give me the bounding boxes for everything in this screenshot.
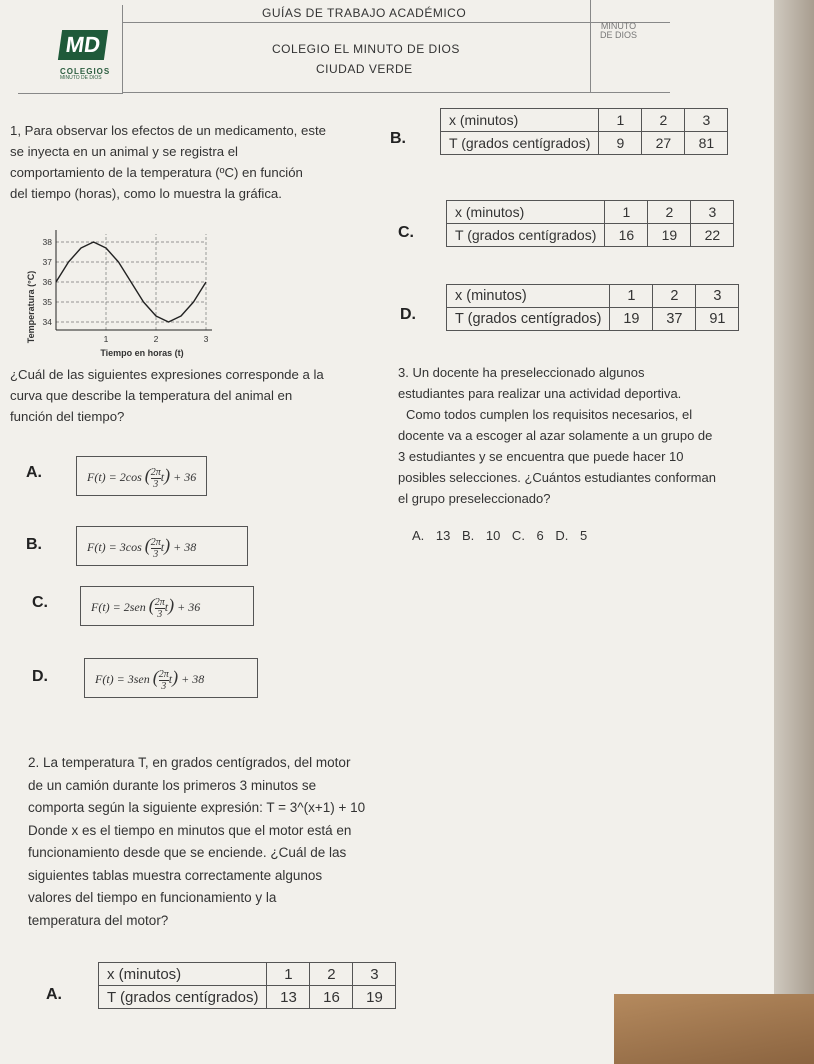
- table-x-label: x (minutos): [447, 201, 605, 224]
- q1-option-b-formula[interactable]: F(t) = 3cos ( $\frac{2\pi}{3}$ t) + 38: [76, 526, 248, 566]
- q1-question: [10, 364, 324, 427]
- table-t-label: T (grados centígrados): [447, 308, 610, 331]
- table-cell: 1: [267, 963, 310, 986]
- table-cell: 27: [642, 132, 685, 155]
- header-vertical-line: [590, 0, 591, 92]
- fraction-denominator: 3: [157, 608, 163, 620]
- table-row: [441, 109, 728, 132]
- table-cell: 13: [267, 986, 310, 1009]
- formula-constant: + 38: [173, 540, 197, 554]
- table-row: [447, 224, 734, 247]
- table-x-label: x (minutos): [447, 285, 610, 308]
- formula-text: F(t) = 3cos: [87, 540, 142, 554]
- x-tick-label: 1: [103, 334, 109, 344]
- q2-option-b-letter[interactable]: B.: [390, 130, 406, 147]
- chart-xlabel: Tiempo en horas (t): [100, 348, 184, 358]
- q2-option-c-table[interactable]: [446, 200, 734, 247]
- chart-ylabel: Temperatura (°C): [26, 270, 36, 344]
- table-cell: 91: [696, 308, 739, 331]
- q2-line: comporta según la siguiente expresión: T = 3^(x+1) + 10: [28, 800, 366, 815]
- table-cell: 3: [353, 963, 396, 986]
- fraction-numerator: 2π: [158, 668, 169, 680]
- page-shadow: [774, 0, 814, 1064]
- logo-box: [18, 5, 123, 94]
- q2-line: de un camión durante los primeros 3 minutos se: [28, 777, 317, 793]
- table-cell: 9: [599, 132, 642, 155]
- q3-line: docente va a escoger al azar solamente a un grupo de: [398, 428, 713, 443]
- q3-line: 3 estudiantes y se encuentra que puede hacer 10: [398, 449, 684, 464]
- header-top-title: GUÍAS DE TRABAJO ACADÉMICO: [262, 6, 467, 20]
- table-cell: 19: [648, 224, 691, 247]
- q1-option-a-formula[interactable]: F(t) = 2cos ( $\frac{2\pi}{3}$ t) + 36: [76, 456, 207, 496]
- formula-constant: + 38: [181, 672, 205, 686]
- table-cell: 2: [310, 963, 353, 986]
- header-city: CIUDAD VERDE: [316, 62, 413, 76]
- formula-constant: + 36: [177, 600, 201, 614]
- formula-text: F(t) = 3sen: [95, 672, 150, 686]
- temperature-chart: [14, 222, 224, 362]
- table-cell: 3: [696, 285, 739, 308]
- q3-answer-options[interactable]: A. 13 B. 10 C. 6 D. 5: [412, 528, 588, 543]
- y-tick-label: 35: [42, 297, 52, 307]
- fraction-denominator: 3: [161, 680, 167, 692]
- fraction-numerator: 2π: [150, 536, 161, 548]
- q2-line: 2. La temperatura T, en grados centígrados, del motor: [28, 755, 351, 770]
- table-cell: 37: [653, 308, 696, 331]
- table-cell: 22: [691, 224, 734, 247]
- q2-option-d-table[interactable]: [446, 284, 739, 331]
- q1-stem-line: 1, Para observar los efectos de un medicamento, este: [10, 123, 326, 138]
- q1-option-c-formula[interactable]: F(t) = 2sen ( $\frac{2\pi}{3}$ t) + 36: [80, 586, 254, 626]
- q2-line: valores del tiempo en funcionamiento y la: [28, 890, 277, 905]
- fraction-denominator: 3: [153, 548, 159, 560]
- chart-axes: [56, 230, 212, 330]
- formula-text: F(t) = 2cos: [87, 470, 142, 484]
- y-tick-label: 38: [42, 237, 52, 247]
- school-logo: MD: [58, 30, 108, 60]
- formula-text: F(t) = 2sen: [91, 600, 146, 614]
- q3-line: Como todos cumplen los requisitos necesarios, el: [406, 407, 693, 422]
- y-tick-label: 36: [42, 277, 52, 287]
- q2-option-d-letter[interactable]: D.: [400, 306, 416, 323]
- q1-option-c-letter[interactable]: C.: [32, 594, 48, 611]
- q2-line: siguientes tablas muestra correctamente algunos: [28, 867, 323, 883]
- formula-constant: + 36: [173, 470, 197, 484]
- q2-line: funcionamiento desde que se enciende. ¿Cuál de las: [28, 845, 347, 860]
- badge-line-1: MINUTO: [600, 21, 637, 31]
- q3-line: el grupo preseleccionado?: [398, 491, 551, 506]
- table-cell: 1: [599, 109, 642, 132]
- q1-stem: [10, 120, 326, 204]
- q1-question-line: curva que describe la temperatura del animal en: [10, 388, 293, 403]
- y-tick-label: 34: [42, 317, 52, 327]
- table-cell: 19: [610, 308, 653, 331]
- table-row: [447, 201, 734, 224]
- q1-option-b-letter[interactable]: B.: [26, 536, 42, 553]
- q2-option-c-letter[interactable]: C.: [398, 224, 414, 241]
- table-cell: 3: [685, 109, 728, 132]
- x-tick-label: 2: [153, 334, 159, 344]
- x-tick-label: 3: [203, 334, 209, 344]
- q1-option-a-letter[interactable]: A.: [26, 464, 42, 481]
- table-cell: 2: [648, 201, 691, 224]
- table-x-label: x (minutos): [99, 963, 267, 986]
- table-cell: 16: [310, 986, 353, 1009]
- q2-line: Donde x es el tiempo en minutos que el motor está en: [28, 822, 352, 838]
- header-divider: [122, 22, 670, 23]
- table-cell: 2: [642, 109, 685, 132]
- q1-option-d-letter[interactable]: D.: [32, 668, 48, 685]
- table-cell: 16: [605, 224, 648, 247]
- badge-line-2: DE DIOS: [600, 30, 638, 40]
- fraction-numerator: 2π: [154, 596, 165, 608]
- table-row: [99, 963, 396, 986]
- q2-option-a-table[interactable]: [98, 962, 396, 1009]
- logo-title: COLEGIOS: [60, 67, 111, 76]
- table-cell: 1: [610, 285, 653, 308]
- q3-stem: [398, 362, 716, 509]
- q2-line: temperatura del motor?: [28, 912, 169, 928]
- table-t-label: T (grados centígrados): [99, 986, 267, 1009]
- q2-stem: [28, 752, 365, 932]
- desk-surface: [614, 994, 814, 1064]
- table-x-label: x (minutos): [441, 109, 599, 132]
- q1-stem-line: del tiempo (horas), como lo muestra la gráfica.: [10, 186, 282, 201]
- chart-ticks: [43, 237, 209, 344]
- logo-subtitle: MINUTO DE DIOS: [60, 75, 102, 81]
- q1-question-line: ¿Cuál de las siguientes expresiones corresponde a la: [10, 367, 324, 382]
- fraction-denominator: 3: [153, 478, 159, 490]
- q3-line: posibles selecciones. ¿Cuántos estudiantes conforman: [398, 470, 716, 485]
- table-cell: 81: [685, 132, 728, 155]
- header-bottom-line: [122, 92, 670, 93]
- q3-line: 3. Un docente ha preseleccionado algunos: [398, 365, 645, 380]
- table-cell: 2: [653, 285, 696, 308]
- q1-question-line: función del tiempo?: [10, 409, 125, 424]
- table-cell: 19: [353, 986, 396, 1009]
- school-badge: [600, 22, 637, 40]
- q1-option-d-formula[interactable]: F(t) = 3sen ( $\frac{2\pi}{3}$ t) + 38: [84, 658, 258, 698]
- table-t-label: T (grados centígrados): [447, 224, 605, 247]
- table-row: [99, 986, 396, 1009]
- table-cell: 1: [605, 201, 648, 224]
- q1-stem-line: comportamiento de la temperatura (ºC) en función: [10, 165, 303, 180]
- header-school-name: COLEGIO EL MINUTO DE DIOS: [272, 42, 460, 56]
- q1-stem-line: se inyecta en un animal y se registra el: [10, 144, 238, 159]
- y-tick-label: 37: [42, 257, 52, 267]
- q3-line: estudiantes para realizar una actividad deportiva.: [398, 386, 682, 401]
- table-row: [441, 132, 728, 155]
- table-cell: 3: [691, 201, 734, 224]
- fraction-numerator: 2π: [150, 466, 161, 478]
- table-t-label: T (grados centígrados): [441, 132, 599, 155]
- q2-option-a-letter[interactable]: A.: [46, 986, 62, 1003]
- table-row: [447, 308, 739, 331]
- q2-option-b-table[interactable]: [440, 108, 728, 155]
- table-row: [447, 285, 739, 308]
